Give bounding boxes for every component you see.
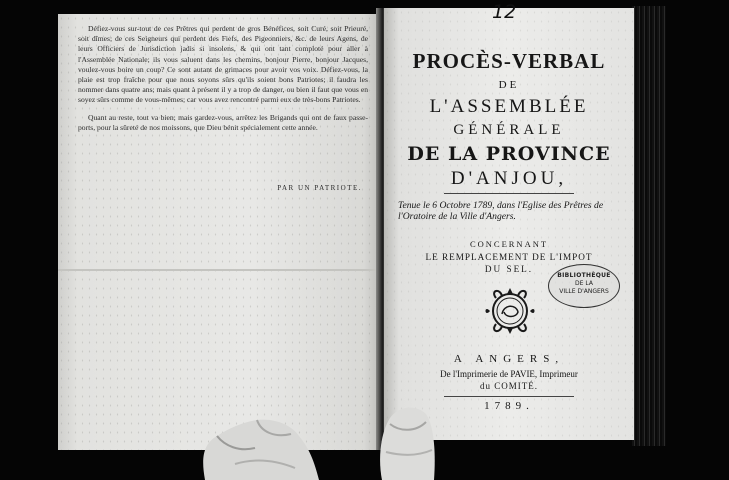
title-province: DE LA PROVINCE — [407, 143, 611, 165]
title-de: DE — [498, 79, 520, 91]
book-page-edges — [632, 6, 666, 446]
title-page — [384, 8, 634, 440]
divider-rule — [444, 193, 574, 194]
imprint-comite: du COMITÉ. — [480, 381, 538, 391]
stamp-line-2: DE LA — [575, 280, 593, 287]
concernant-label: CONCERNANT — [469, 239, 549, 249]
gloved-hand-right-image — [376, 404, 440, 480]
stamp-line-3: VILLE D'ANGERS — [559, 288, 609, 295]
left-page — [58, 14, 380, 450]
subject-line: LE REMPLACEMENT DE L'IMPOT — [425, 252, 593, 262]
left-paragraph-2: Quant au reste, tout va bien; mais gardez-vous, arrêtez les Brigands qui ont de faux passe-ports, pour la sûreté de nos moissons, que Dieu bénit spécialement cette année. — [78, 112, 368, 132]
stamp-line-1: BIBLIOTHÈQUE — [557, 272, 611, 279]
printer-ornament-icon — [482, 284, 538, 338]
handwritten-number: 12 — [492, 1, 517, 23]
title-anjou: D'ANJOU, — [450, 168, 568, 189]
left-page-text — [78, 24, 368, 140]
title-assemblee: L'ASSEMBLÉE — [429, 96, 589, 117]
library-stamp — [548, 264, 620, 308]
imprint-printer: De l'Imprimerie de PAVIE, Imprimeur — [440, 369, 578, 379]
left-paragraph-1: Défiez-vous sur-tout de ces Prêtres qui perdent de gros Bénéfices, soit Curé, soit Prieuré, soit dîmes; de ces Seigneurs qui perdent des Fiefs, des Pigeonniers, &c. de leurs Agens, de leurs Officiers de Jurisdiction jadis si insolens, & qui ont tant comploté pour aller à l'Assemblée Nationale; ils vous saluent dans les chemins, bonjour Pierre, bonjour Jacques, voulez-vous boire un coup? Ce sont autant de grimaces pour avoir vos voix. Défiez-vous, la plaie est trop fraîche pour que nous soyons sûrs qu'ils soient bons Patriotes; il faudra les nommer dans quatre ans; mais quant à présent il y a trop de danger, ou bien il faut que vous en soyez sûrs comme de vous-mêmes; car vous avez rencontré parmi eux de très-bons Patriotes. — [78, 24, 368, 105]
page-fold-line — [58, 269, 380, 271]
subtitle-tenue: Tenue le 6 Octobre 1789, dans l'Eglise des Prêtres de l'Oratoire de la Ville d'Angers. — [398, 200, 604, 222]
title-proces-verbal: PROCÈS-VERBAL — [412, 49, 606, 73]
subject-du-sel: DU SEL. — [484, 264, 534, 274]
publication-year: 1789. — [484, 400, 534, 412]
signature: PAR UN PATRIOTE. — [277, 184, 362, 192]
title-generale: GÉNÉRALE — [453, 122, 565, 138]
imprint-city: A ANGERS, — [453, 353, 565, 365]
divider-rule — [444, 396, 574, 397]
gloved-hand-left-image — [195, 408, 345, 480]
